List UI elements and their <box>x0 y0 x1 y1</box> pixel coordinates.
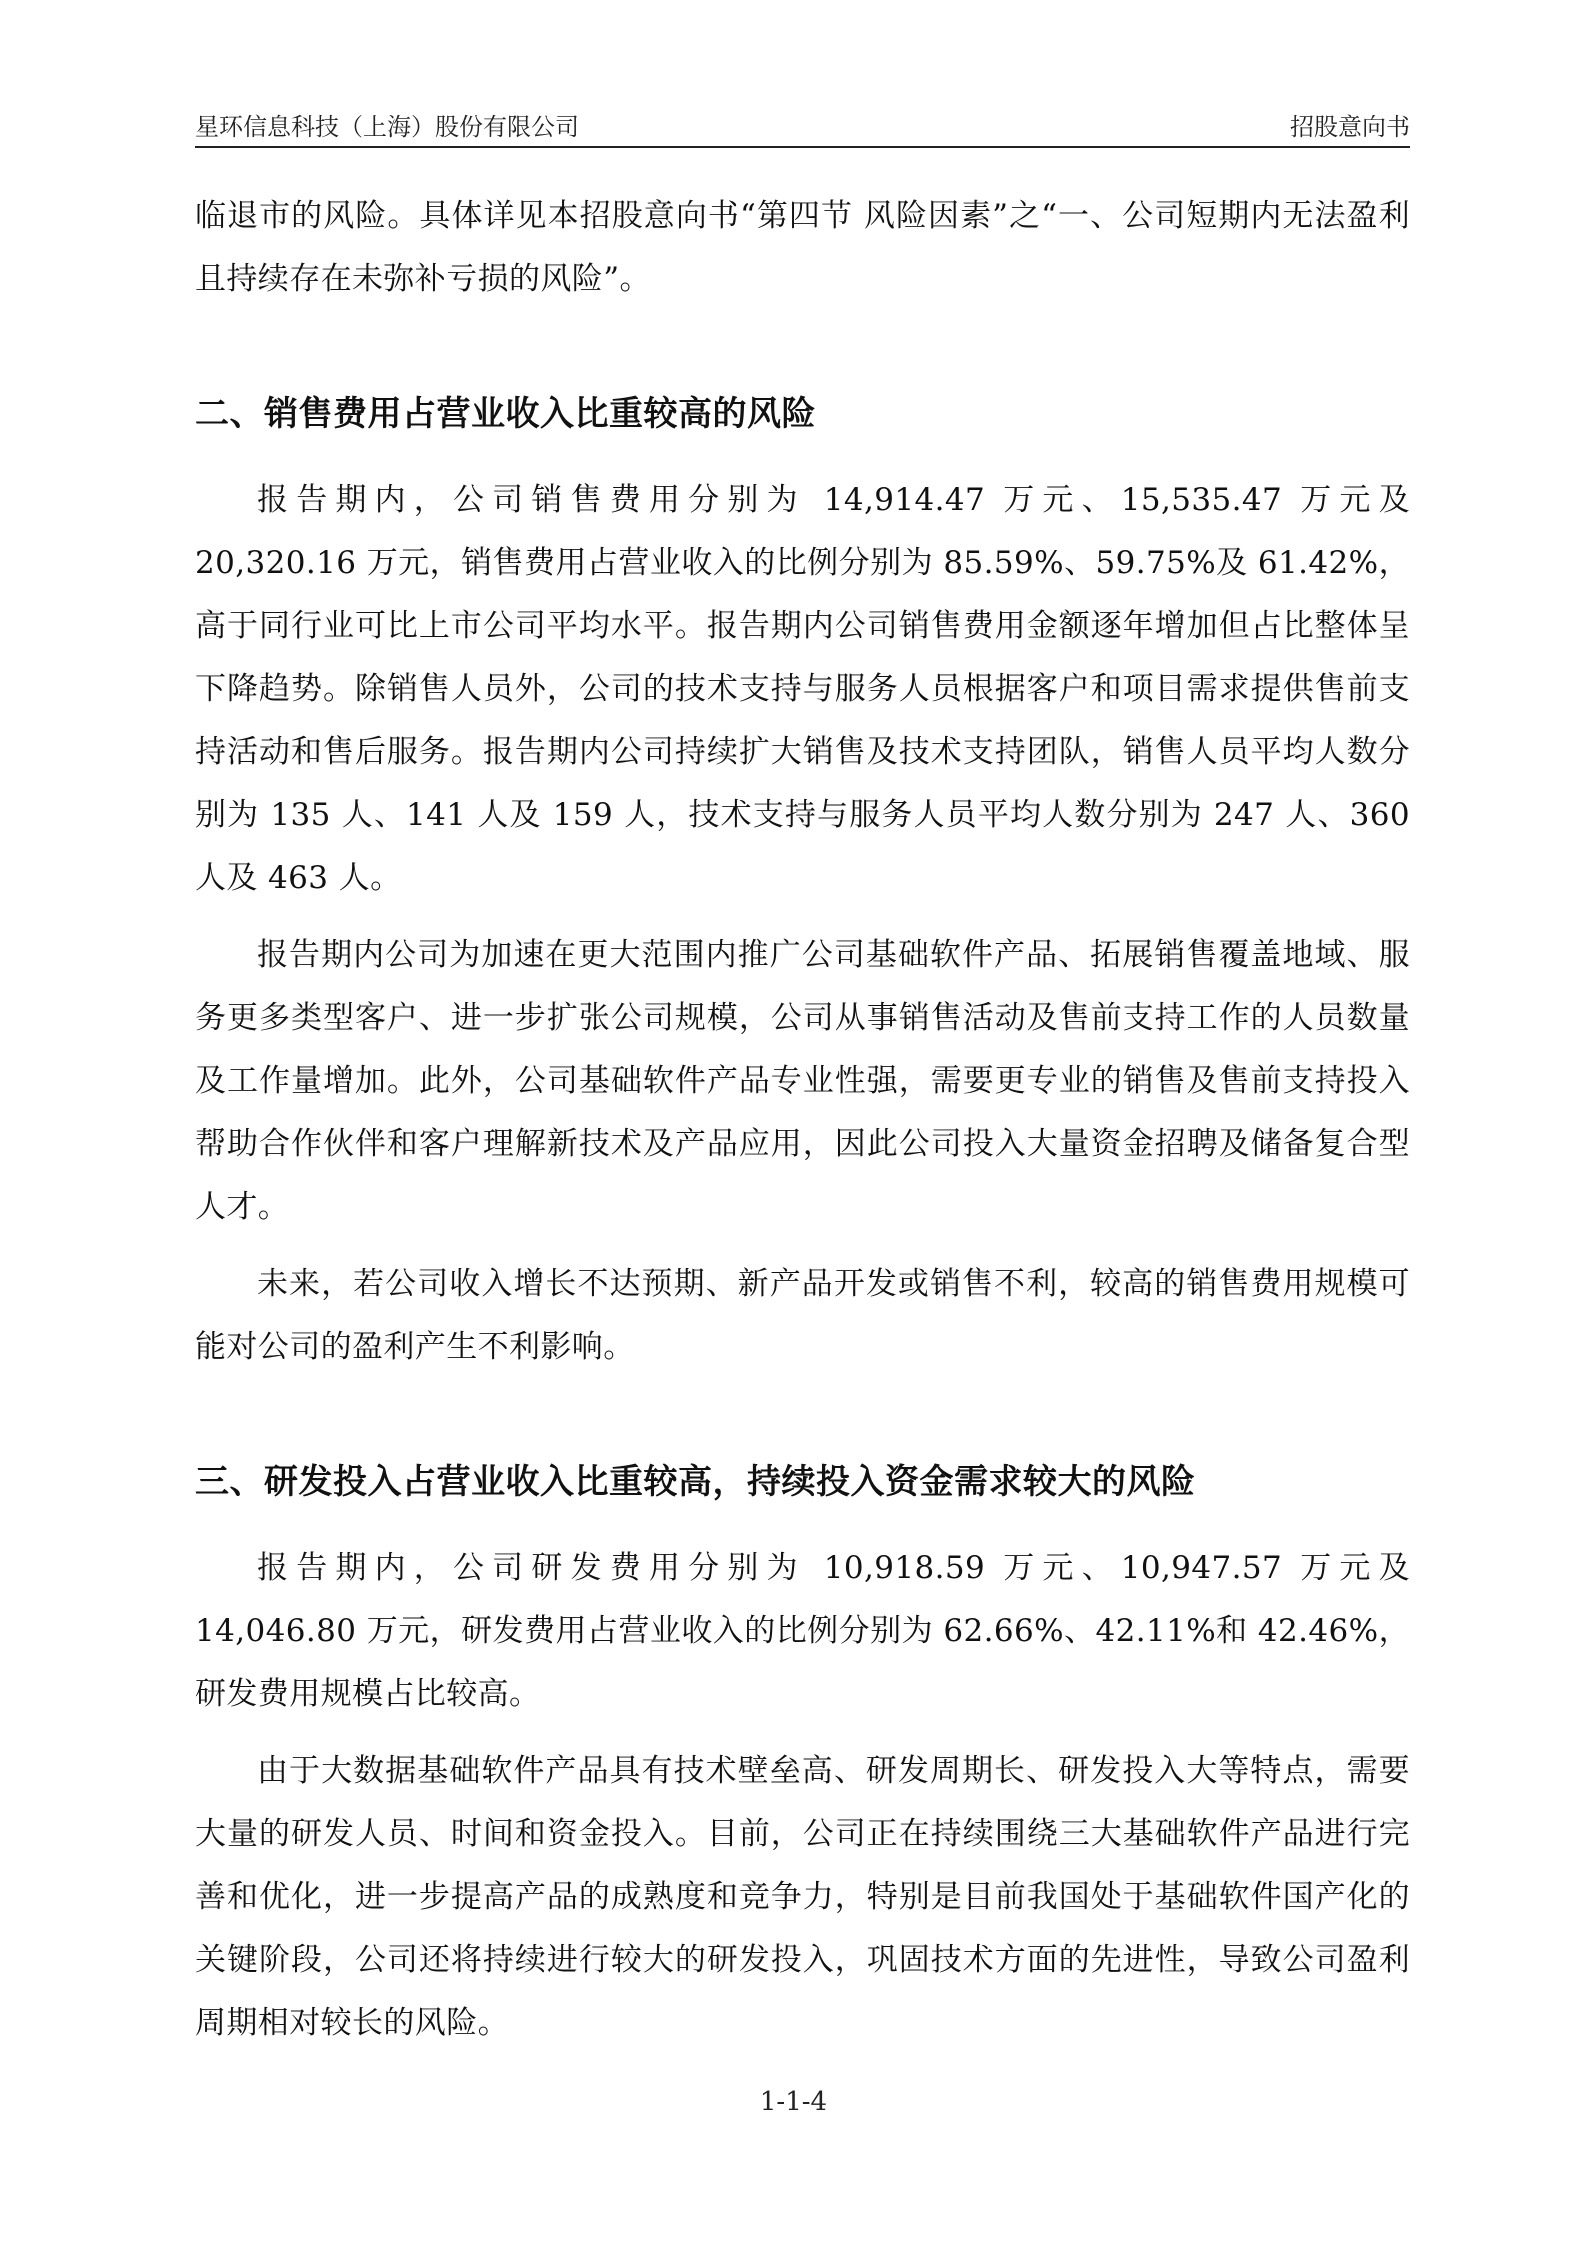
page-number: 1-1-4 <box>759 2087 828 2117</box>
section-body-rd-investment-risk <box>195 1537 1410 2055</box>
section-heading-sales-expense-risk: 二、销售费用占营业收入比重较高的风险 <box>195 394 816 434</box>
header-divider <box>195 146 1410 148</box>
section-heading-rd-investment-risk: 三、研发投入占营业收入比重较高，持续投入资金需求较大的风险 <box>195 1462 1196 1502</box>
page-header <box>195 112 1410 146</box>
continued-paragraph: 临退市的风险。具体详见本招股意向书“第四节 风险因素”之“一、公司短期内无法盈利且持续存在未弥补亏损的风险”。 <box>195 198 1410 297</box>
body-paragraph: 报告期内，公司研发费用分别为 10,918.59 万元、10,947.57 万元及 14,046.80 万元，研发费用占营业收入的比例分别为 62.66%、42.11%和 42.46%，研发费用规模占比较高。 <box>195 1550 1410 1712</box>
body-paragraph: 由于大数据基础软件产品具有技术壁垒高、研发周期长、研发投入大等特点，需要大量的研发人员、时间和资金投入。目前，公司正在持续围绕三大基础软件产品进行完善和优化，进一步提高产品的成熟度和竞争力，特别是目前我国处于基础软件国产化的关键阶段，公司还将持续进行较大的研发投入，巩固技术方面的先进性，导致公司盈利周期相对较长的风险。 <box>195 1753 1410 2041</box>
header-company-name: 星环信息科技（上海）股份有限公司 <box>195 113 579 141</box>
body-paragraph: 报告期内公司为加速在更大范围内推广公司基础软件产品、拓展销售覆盖地域、服务更多类型客户、进一步扩张公司规模，公司从事销售活动及售前支持工作的人员数量及工作量增加。此外，公司基础软件产品专业性强，需要更专业的销售及售前支持投入帮助合作伙伴和客户理解新技术及产品应用，因此公司投入大量资金招聘及储备复合型人才。 <box>195 937 1410 1225</box>
section-body-sales-expense-risk <box>195 469 1410 1379</box>
page-content <box>195 185 1410 2055</box>
header-document-type: 招股意向书 <box>1290 113 1410 141</box>
body-paragraph: 未来，若公司收入增长不达预期、新产品开发或销售不利，较高的销售费用规模可能对公司的盈利产生不利影响。 <box>195 1266 1410 1365</box>
body-paragraph: 报告期内，公司销售费用分别为 14,914.47 万元、15,535.47 万元及 20,320.16 万元，销售费用占营业收入的比例分别为 85.59%、59.75%及 61.42%，高于同行业可比上市公司平均水平。报告期内公司销售费用金额逐年增加但占比整体呈下降趋势。除销售人员外，公司的技术支持与服务人员根据客户和项目需求提供售前支持活动和售后服务。报告期内公司持续扩大销售及技术支持团队，销售人员平均人数分别为 135 人、141 人及 159 人，技术支持与服务人员平均人数分别为 247 人、360 人及 463 人。 <box>195 482 1410 896</box>
